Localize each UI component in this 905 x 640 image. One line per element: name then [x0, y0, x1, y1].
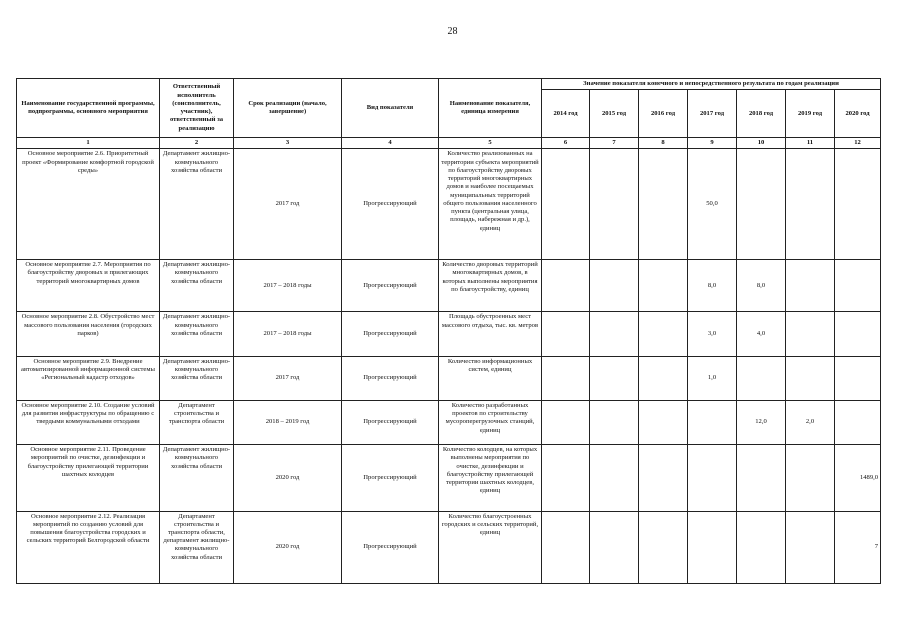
- value-2019: [786, 312, 835, 356]
- value-2019: [786, 260, 835, 312]
- table-row: [17, 260, 881, 312]
- table-row: [17, 445, 881, 511]
- value-2015: [590, 400, 639, 444]
- executor: Департамент жилищно-коммунального хозяйства области: [160, 149, 234, 260]
- value-2015: [590, 511, 639, 583]
- value-2016: [639, 356, 688, 400]
- column-number: 6: [542, 138, 590, 149]
- column-number: 11: [786, 138, 835, 149]
- executor: Департамент жилищно-коммунального хозяйства области: [160, 312, 234, 356]
- indicator-name: Количество информационных систем, единиц: [439, 356, 542, 400]
- measure-name: Основное мероприятие 2.10. Создание условий для развития инфраструктуры по обращению с твердыми коммунальными отходами: [17, 400, 160, 444]
- value-2016: [639, 400, 688, 444]
- value-2020: 1489,0: [835, 445, 881, 511]
- executor: Департамент жилищно-коммунального хозяйства области: [160, 260, 234, 312]
- value-2017: [688, 445, 737, 511]
- header-year: 2014 год: [542, 90, 590, 138]
- header-year: 2016 год: [639, 90, 688, 138]
- header-executor: Ответственный исполнитель (соисполнитель, участник), ответственный за реализацию: [160, 79, 234, 138]
- value-2018: [737, 511, 786, 583]
- period: 2017 – 2018 годы: [234, 260, 342, 312]
- table-row: [17, 356, 881, 400]
- value-2020: [835, 356, 881, 400]
- indicators-table: [16, 78, 881, 584]
- column-number: 9: [688, 138, 737, 149]
- value-2015: [590, 312, 639, 356]
- measure-name: Основное мероприятие 2.6. Приоритетный проект «Формирование комфортной городской среды»: [17, 149, 160, 260]
- value-2018: 8,0: [737, 260, 786, 312]
- value-2017: 1,0: [688, 356, 737, 400]
- table-row: [17, 149, 881, 260]
- period: 2020 год: [234, 511, 342, 583]
- value-2019: 2,0: [786, 400, 835, 444]
- value-2014: [542, 445, 590, 511]
- header-indicator-kind: Вид показателя: [342, 79, 439, 138]
- table-row: [17, 312, 881, 356]
- value-2020: [835, 312, 881, 356]
- value-2015: [590, 356, 639, 400]
- value-2019: [786, 356, 835, 400]
- value-2019: [786, 445, 835, 511]
- value-2020: 7: [835, 511, 881, 583]
- value-2020: [835, 149, 881, 260]
- header-year: 2020 год: [835, 90, 881, 138]
- indicator-name: Количество дворовых территорий многоквартирных домов, в которых выполнены мероприятия по благоустройству, единиц: [439, 260, 542, 312]
- measure-name: Основное мероприятие 2.12. Реализация мероприятий по созданию условий для повышения благоустройства городских и сельских территорий Белгородской области: [17, 511, 160, 583]
- indicator-kind: Прогрессирующий: [342, 312, 439, 356]
- indicator-name: Количество колодцев, на которых выполнены мероприятия по очистке, дезинфекции и благоустройству прилегающей территории шахтных колодцев, единиц: [439, 445, 542, 511]
- indicator-kind: Прогрессирующий: [342, 356, 439, 400]
- table-row: [17, 511, 881, 583]
- header-program-name: Наименование государственной программы, подпрограммы, основного мероприятия: [17, 79, 160, 138]
- page-number: 28: [447, 26, 458, 37]
- indicator-kind: Прогрессирующий: [342, 445, 439, 511]
- value-2014: [542, 149, 590, 260]
- column-number: 12: [835, 138, 881, 149]
- column-number: 2: [160, 138, 234, 149]
- value-2020: [835, 260, 881, 312]
- header-year: 2019 год: [786, 90, 835, 138]
- value-2016: [639, 312, 688, 356]
- indicator-name: Количество реализованных на территории субъекта мероприятий по благоустройству дворовых территорий многоквартирных домов и наиболее посещаемых муниципальных территорий общего пользования населенного пункта (центральная улица, площадь, набережная и др.), единиц: [439, 149, 542, 260]
- period: 2020 год: [234, 445, 342, 511]
- value-2018: [737, 356, 786, 400]
- indicator-kind: Прогрессирующий: [342, 149, 439, 260]
- value-2017: 3,0: [688, 312, 737, 356]
- measure-name: Основное мероприятие 2.8. Обустройство мест массового пользования населения (городских парков): [17, 312, 160, 356]
- header-year: 2017 год: [688, 90, 737, 138]
- value-2014: [542, 511, 590, 583]
- value-2017: 50,0: [688, 149, 737, 260]
- value-2016: [639, 260, 688, 312]
- indicator-name: Количество разработанных проектов по строительству мусороперегрузочных станций, единиц: [439, 400, 542, 444]
- column-number: 1: [17, 138, 160, 149]
- value-2018: [737, 149, 786, 260]
- value-2014: [542, 400, 590, 444]
- indicator-kind: Прогрессирующий: [342, 400, 439, 444]
- column-number: 8: [639, 138, 688, 149]
- value-2016: [639, 149, 688, 260]
- value-2019: [786, 149, 835, 260]
- header-year: 2015 год: [590, 90, 639, 138]
- value-2014: [542, 312, 590, 356]
- column-number: 3: [234, 138, 342, 149]
- header-values-group: Значение показателя конечного и непосредственного результата по годам реализации: [542, 79, 881, 90]
- executor: Департамент жилищно-коммунального хозяйства области: [160, 445, 234, 511]
- value-2017: [688, 511, 737, 583]
- indicator-kind: Прогрессирующий: [342, 511, 439, 583]
- value-2014: [542, 260, 590, 312]
- table-row: [17, 400, 881, 444]
- column-number: 10: [737, 138, 786, 149]
- column-number: 7: [590, 138, 639, 149]
- value-2017: [688, 400, 737, 444]
- period: 2018 – 2019 год: [234, 400, 342, 444]
- column-number: 5: [439, 138, 542, 149]
- header-year: 2018 год: [737, 90, 786, 138]
- value-2015: [590, 445, 639, 511]
- period: 2017 год: [234, 356, 342, 400]
- value-2016: [639, 511, 688, 583]
- column-number: 4: [342, 138, 439, 149]
- value-2018: 12,0: [737, 400, 786, 444]
- value-2015: [590, 149, 639, 260]
- measure-name: Основное мероприятие 2.11. Проведение мероприятий по очистке, дезинфекции и благоустройству прилегающей территории шахтных колодцев: [17, 445, 160, 511]
- value-2018: 4,0: [737, 312, 786, 356]
- period: 2017 – 2018 годы: [234, 312, 342, 356]
- indicator-name: Количество благоустроенных городских и сельских территорий, единиц: [439, 511, 542, 583]
- indicator-kind: Прогрессирующий: [342, 260, 439, 312]
- header-indicator-name: Наименование показателя, единица измерения: [439, 79, 542, 138]
- measure-name: Основное мероприятие 2.7. Мероприятия по благоустройству дворовых и прилегающих территорий многоквартирных домов: [17, 260, 160, 312]
- executor: Департамент строительства и транспорта области, департамент жилищно-коммунального хозяйства области: [160, 511, 234, 583]
- value-2018: [737, 445, 786, 511]
- value-2017: 8,0: [688, 260, 737, 312]
- value-2016: [639, 445, 688, 511]
- period: 2017 год: [234, 149, 342, 260]
- executor: Департамент жилищно-коммунального хозяйства области: [160, 356, 234, 400]
- value-2015: [590, 260, 639, 312]
- header-period: Срок реализации (начало, завершение): [234, 79, 342, 138]
- value-2019: [786, 511, 835, 583]
- value-2020: [835, 400, 881, 444]
- executor: Департамент строительства и транспорта области: [160, 400, 234, 444]
- value-2014: [542, 356, 590, 400]
- measure-name: Основное мероприятие 2.9. Внедрение автоматизированной информационной системы «Региональный кадастр отходов»: [17, 356, 160, 400]
- indicator-name: Площадь обустроенных мест массового отдыха, тыс. кв. метров: [439, 312, 542, 356]
